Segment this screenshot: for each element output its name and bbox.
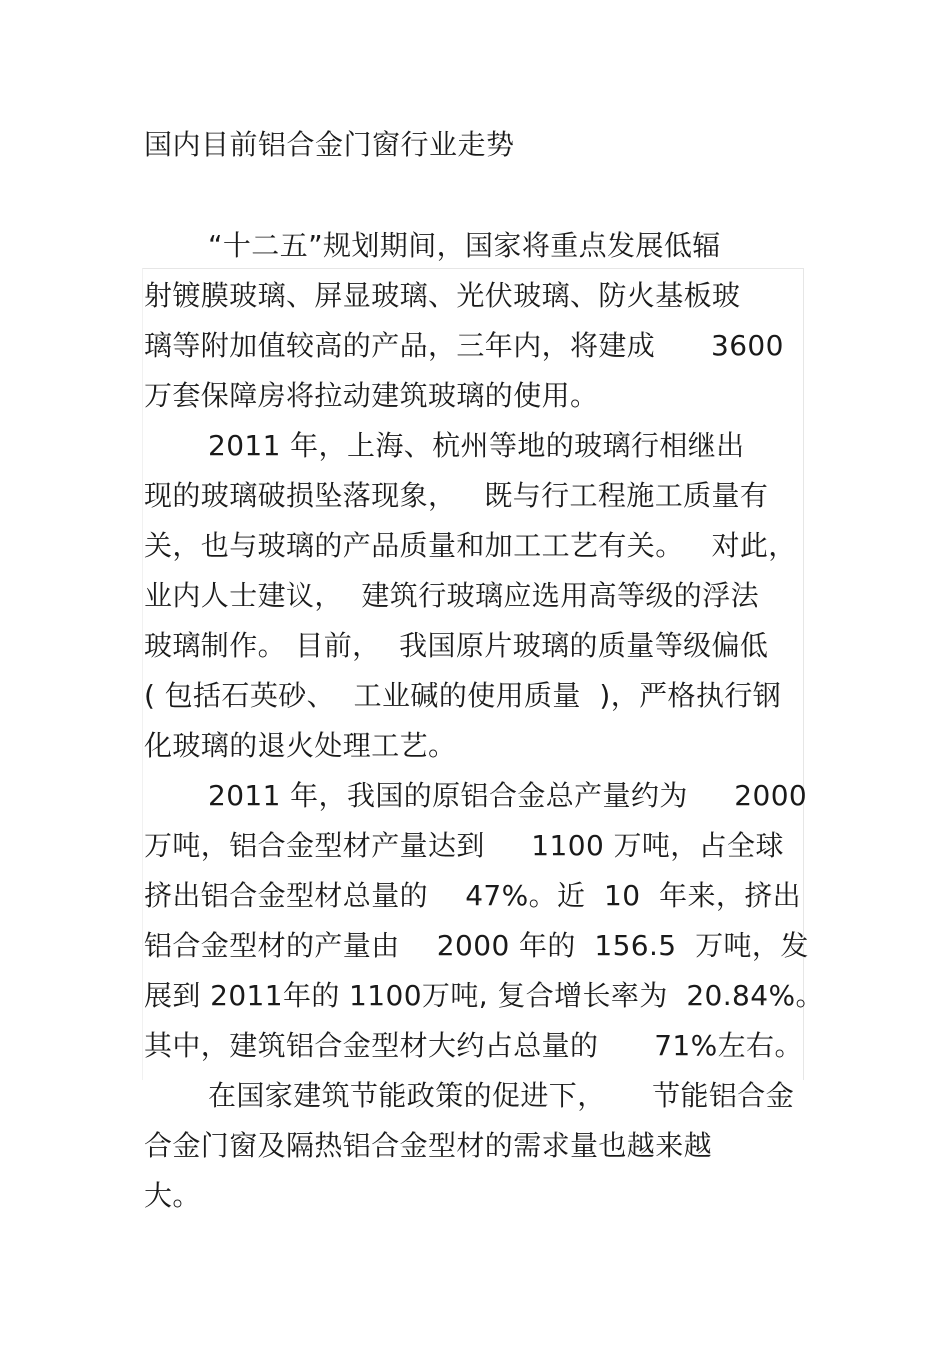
document-title: 国内目前铝合金门窗行业走势 (144, 128, 515, 161)
paragraph-line: 玻璃制作。 目前， 我国原片玻璃的质量等级偏低 (144, 629, 769, 662)
paragraph-line: 铝合金型材的产量由 2000 年的 156.5 万吨，发 (144, 929, 809, 962)
paragraph-line: 化玻璃的退火处理工艺。 (144, 729, 457, 762)
paragraph-line: 展到 2011年的 1100万吨, 复合增长率为 20.84%。 (144, 979, 824, 1012)
paragraph-line: 挤出铝合金型材总量的 47%。近 10 年来，挤出 (144, 879, 802, 912)
paragraph-line: 万套保障房将拉动建筑玻璃的使用。 (144, 379, 599, 412)
paragraph-line: 2011 年，我国的原铝合金总产量约为 2000 (208, 779, 808, 812)
paragraph-line: 大。 (144, 1179, 201, 1212)
paragraph-line: 其中，建筑铝合金型材大约占总量的 71%左右。 (144, 1029, 803, 1062)
paragraph-line: 2011 年，上海、杭州等地的玻璃行相继出 (208, 429, 745, 462)
paragraph-line: 射镀膜玻璃、屏显玻璃、光伏玻璃、防火基板玻 (144, 279, 741, 312)
paragraph-line: 合金门窗及隔热铝合金型材的需求量也越来越 (144, 1129, 713, 1162)
paragraph-line: 现的玻璃破损坠落现象， 既与行工程施工质量有 (144, 479, 769, 512)
paragraph-line: “十二五”规划期间，国家将重点发展低辐 (208, 229, 721, 262)
paragraph-line: 关，也与玻璃的产品质量和加工工艺有关。 对此， (144, 529, 797, 562)
paragraph-line: 在国家建筑节能政策的促进下， 节能铝合金 (208, 1079, 795, 1112)
paragraph-line: 万吨，铝合金型材产量达到 1100 万吨，占全球 (144, 829, 784, 862)
paragraph-line: 业内人士建议， 建筑行玻璃应选用高等级的浮法 (144, 579, 760, 612)
paragraph-line: ( 包括石英砂、 工业碱的使用质量 )，严格执行钢 (144, 679, 782, 712)
paragraph-line: 璃等附加值较高的产品，三年内，将建成 3600 (144, 329, 784, 362)
